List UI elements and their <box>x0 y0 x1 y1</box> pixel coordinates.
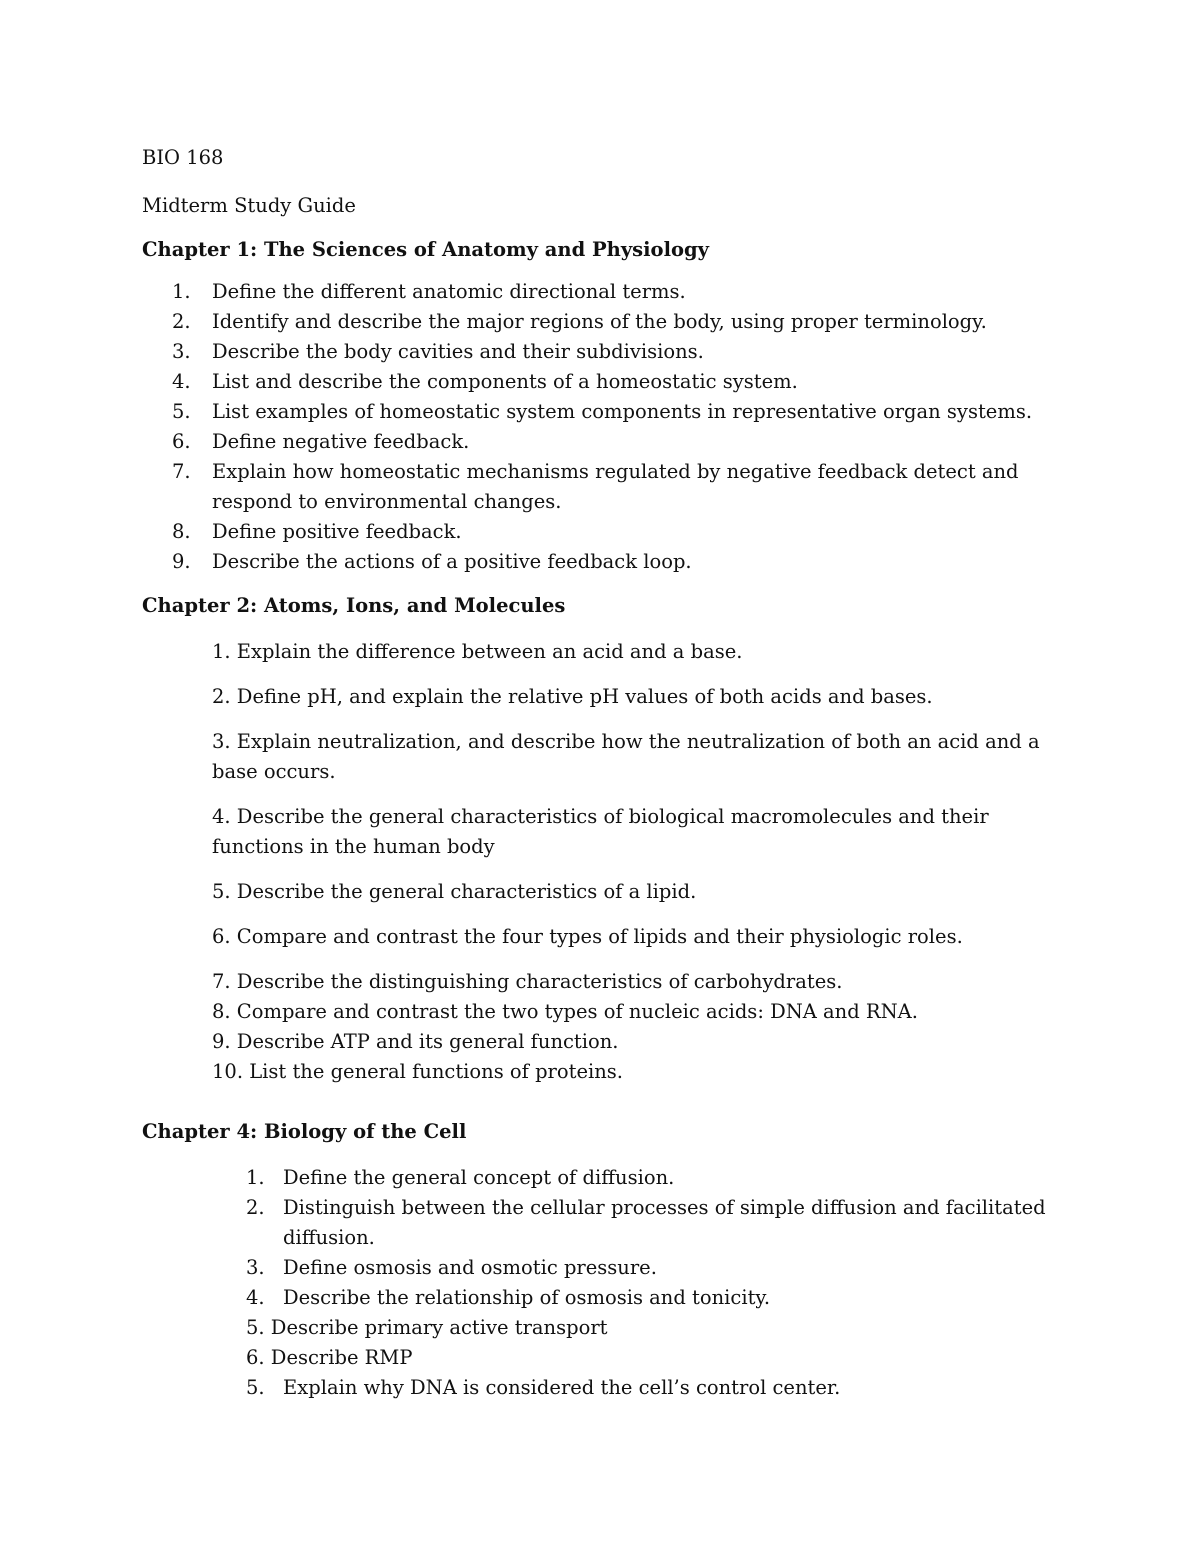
item-text: Define positive feedback. <box>212 520 462 543</box>
list-item: 1. Explain the difference between an acid and a base. <box>212 640 743 663</box>
item-text: Define the different anatomic directional terms. <box>212 280 686 303</box>
item-text: List and describe the components of a homeostatic system. <box>212 370 798 393</box>
item-text: Distinguish between the cellular processes of simple diffusion and facilitated diffusion. <box>283 1196 1046 1249</box>
list-item: 3. Explain neutralization, and describe how the neutralization of both an acid and a base occurs. <box>212 730 1040 783</box>
item-text: Explain why DNA is considered the cell’s control center. <box>283 1376 841 1399</box>
list-item <box>142 397 1092 427</box>
chapter-1-title: Chapter 1: The Sciences of Anatomy and Physiology <box>142 238 709 261</box>
list-item <box>142 457 1092 517</box>
list-item <box>142 517 1092 547</box>
list-item: 8. Compare and contrast the two types of nucleic acids: DNA and RNA. <box>212 1000 918 1023</box>
list-item <box>142 337 1092 367</box>
document-page <box>142 143 1082 1403</box>
item-number: 6. <box>172 430 191 453</box>
chapter-4-section <box>142 1117 1082 1403</box>
document-subtitle: Midterm Study Guide <box>142 194 356 217</box>
item-text: Describe the actions of a positive feedback loop. <box>212 550 692 573</box>
list-item: 9. Describe ATP and its general function. <box>212 1030 619 1053</box>
item-text: Describe the body cavities and their subdivisions. <box>212 340 704 363</box>
item-number: 4. <box>246 1286 265 1309</box>
item-text: Explain how homeostatic mechanisms regulated by negative feedback detect and respond to environmental changes. <box>212 460 1019 513</box>
list-item: 2. Define pH, and explain the relative pH values of both acids and bases. <box>212 685 933 708</box>
list-item <box>142 1253 1083 1283</box>
list-item <box>142 427 1092 457</box>
item-number: 8. <box>172 520 191 543</box>
item-number: 9. <box>172 550 191 573</box>
list-item: 5. Describe the general characteristics of a lipid. <box>212 880 697 903</box>
item-number: 5. <box>246 1376 265 1399</box>
item-text: Define the general concept of diffusion. <box>283 1166 675 1189</box>
chapter-4-list <box>142 1163 1082 1313</box>
item-number: 1. <box>172 280 191 303</box>
list-item: 5. Describe primary active transport <box>246 1316 608 1339</box>
chapter-2-title: Chapter 2: Atoms, Ions, and Molecules <box>142 594 566 617</box>
chapter-4-list-continued <box>142 1373 1082 1403</box>
list-item: 6. Compare and contrast the four types of lipids and their physiologic roles. <box>212 925 963 948</box>
item-text: Define osmosis and osmotic pressure. <box>283 1256 657 1279</box>
item-number: 7. <box>172 460 191 483</box>
item-number: 5. <box>172 400 191 423</box>
list-item: 7. Describe the distinguishing characteristics of carbohydrates. <box>212 970 843 993</box>
item-number: 2. <box>172 310 191 333</box>
list-item: 6. Describe RMP <box>246 1346 413 1369</box>
list-item <box>142 547 1092 577</box>
list-item <box>142 1163 1083 1193</box>
list-item <box>142 367 1092 397</box>
item-number: 2. <box>246 1196 265 1219</box>
chapter-2-section <box>142 591 1082 1087</box>
item-text: List examples of homeostatic system components in representative organ systems. <box>212 400 1033 423</box>
item-text: Define negative feedback. <box>212 430 470 453</box>
item-number: 1. <box>246 1166 265 1189</box>
item-number: 3. <box>246 1256 265 1279</box>
chapter-1-section <box>142 235 1082 577</box>
chapter-4-title: Chapter 4: Biology of the Cell <box>142 1120 467 1143</box>
list-item <box>142 307 1092 337</box>
list-item <box>142 1373 1083 1403</box>
list-item <box>142 1283 1083 1313</box>
course-code: BIO 168 <box>142 146 224 169</box>
item-text: Identify and describe the major regions of the body, using proper terminology. <box>212 310 987 333</box>
chapter-1-list <box>142 277 1082 577</box>
item-number: 4. <box>172 370 191 393</box>
item-number: 3. <box>172 340 191 363</box>
list-item: 4. Describe the general characteristics of biological macromolecules and their functions in the human body <box>212 805 989 858</box>
list-item <box>142 1193 1083 1253</box>
list-item: 10. List the general functions of proteins. <box>212 1060 623 1083</box>
list-item <box>142 277 1092 307</box>
item-text: Describe the relationship of osmosis and tonicity. <box>283 1286 771 1309</box>
